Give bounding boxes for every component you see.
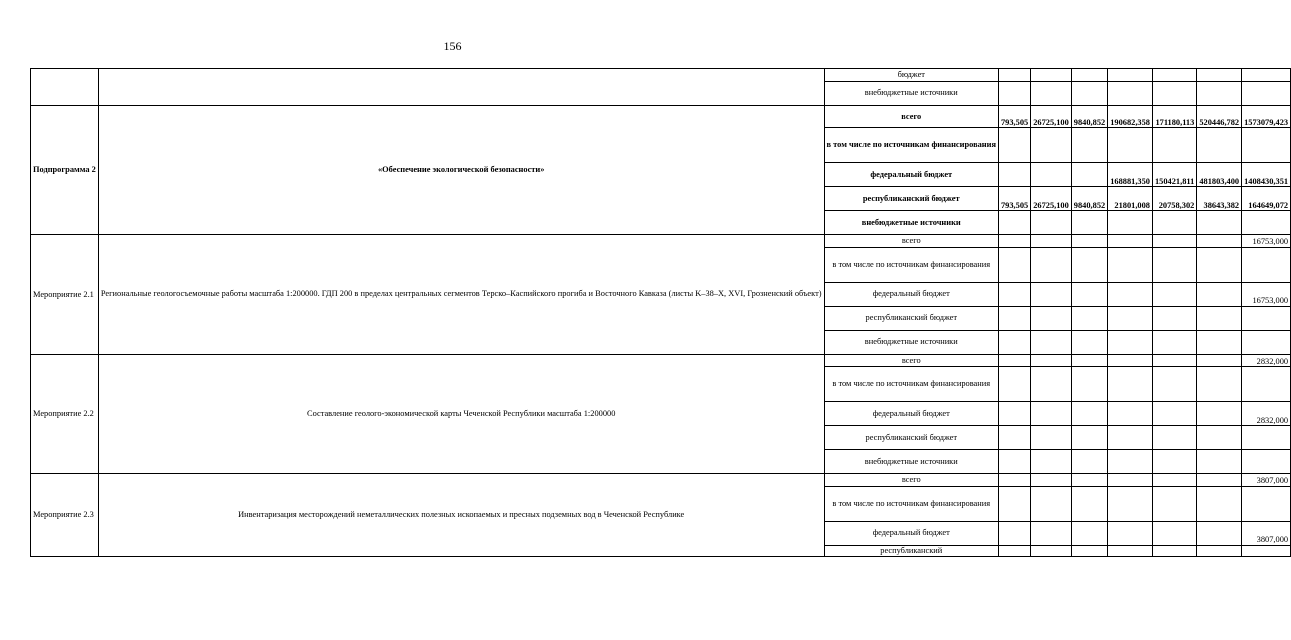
amount-cell (1031, 330, 1072, 354)
amount-cell (998, 306, 1030, 330)
amount-cell (1197, 354, 1242, 367)
amount-cell (1071, 81, 1107, 105)
amount-cell (1152, 69, 1196, 82)
amount-cell (1242, 330, 1291, 354)
amount-cell (998, 330, 1030, 354)
amount-cell (998, 474, 1030, 487)
amount-cell: 171180,113 (1152, 105, 1196, 128)
amount-cell (1108, 402, 1153, 426)
amount-cell (998, 282, 1030, 306)
amount-cell (1031, 354, 1072, 367)
amount-cell (1197, 474, 1242, 487)
amount-cell (998, 81, 1030, 105)
amount-cell (1242, 69, 1291, 82)
amount-cell: 168881,350 (1108, 163, 1153, 187)
amount-cell (1108, 69, 1153, 82)
amount-cell (998, 426, 1030, 450)
amount-cell (1152, 367, 1196, 402)
amount-cell (1108, 354, 1153, 367)
amount-cell (998, 486, 1030, 521)
amount-cell (1108, 330, 1153, 354)
amount-cell (1031, 211, 1072, 235)
amount-cell (998, 367, 1030, 402)
source-cell: внебюджетные источники (824, 330, 998, 354)
amount-cell (1108, 81, 1153, 105)
measure-description-2: Составление геолого-экономической карты Чеченской Республики масштаба 1:200000 (98, 354, 824, 474)
amount-cell: 3807,000 (1242, 521, 1291, 545)
amount-cell (1242, 306, 1291, 330)
amount-cell (1242, 367, 1291, 402)
amount-cell (1031, 306, 1072, 330)
amount-cell (1108, 486, 1153, 521)
amount-cell: 38643,382 (1197, 187, 1242, 211)
amount-cell (1031, 163, 1072, 187)
amount-cell (1071, 247, 1107, 282)
amount-cell (1031, 486, 1072, 521)
amount-cell (1108, 474, 1153, 487)
amount-cell: 1573079,423 (1242, 105, 1291, 128)
amount-cell (1197, 402, 1242, 426)
table-row (31, 105, 1291, 128)
amount-cell (1152, 486, 1196, 521)
table-row (31, 69, 1291, 82)
source-cell: всего (824, 354, 998, 367)
source-cell: внебюджетные источники (824, 450, 998, 474)
amount-cell (1031, 81, 1072, 105)
amount-cell (1197, 486, 1242, 521)
source-cell: в том числе по источникам финансирования (824, 486, 998, 521)
amount-cell (1031, 247, 1072, 282)
amount-cell: 9840,852 (1071, 105, 1107, 128)
amount-cell (998, 69, 1030, 82)
amount-cell (1152, 330, 1196, 354)
amount-cell (1197, 426, 1242, 450)
amount-cell: 16753,000 (1242, 235, 1291, 248)
amount-cell: 793,505 (998, 187, 1030, 211)
amount-cell (1108, 545, 1153, 556)
amount-cell: 26725,100 (1031, 105, 1072, 128)
amount-cell (1071, 450, 1107, 474)
subprogram-name: «Обеспечение экологической безопасности» (98, 105, 824, 235)
amount-cell (1242, 81, 1291, 105)
amount-cell (1071, 545, 1107, 556)
amount-cell (1197, 69, 1242, 82)
amount-cell (1197, 367, 1242, 402)
measure-label-1: Мероприятие 2.1 (31, 235, 99, 355)
amount-cell (1197, 521, 1242, 545)
amount-cell (1197, 545, 1242, 556)
amount-cell (998, 402, 1030, 426)
measure-description-1: Региональные геологосъемочные работы масштаба 1:200000. ГДП 200 в пределах центральных сегментов Терско–Каспийского прогиба и Восточного Кавказа (листы K–38–X, XVI, Грозненский объект) (98, 235, 824, 355)
source-cell: федеральный бюджет (824, 402, 998, 426)
amount-cell (1108, 235, 1153, 248)
amount-cell: 793,505 (998, 105, 1030, 128)
amount-cell (1242, 211, 1291, 235)
amount-cell (1108, 306, 1153, 330)
amount-cell (1152, 402, 1196, 426)
amount-cell: 9840,852 (1071, 187, 1107, 211)
table-row (31, 354, 1291, 367)
amount-cell (1071, 163, 1107, 187)
amount-cell: 190682,358 (1108, 105, 1153, 128)
amount-cell (998, 521, 1030, 545)
source-cell: федеральный бюджет (824, 163, 998, 187)
amount-cell (1152, 306, 1196, 330)
source-cell: республиканский бюджет (824, 187, 998, 211)
amount-cell (1242, 426, 1291, 450)
amount-cell (998, 247, 1030, 282)
amount-cell (1071, 282, 1107, 306)
amount-cell: 21801,008 (1108, 187, 1153, 211)
amount-cell (1071, 354, 1107, 367)
table-row (31, 474, 1291, 487)
amount-cell (998, 354, 1030, 367)
source-cell: бюджет (824, 69, 998, 82)
amount-cell (1071, 235, 1107, 248)
subprogram-label: Подпрограмма 2 (31, 105, 99, 235)
amount-cell (1108, 521, 1153, 545)
amount-cell (1071, 367, 1107, 402)
amount-cell (1108, 367, 1153, 402)
amount-cell: 20758,302 (1152, 187, 1196, 211)
source-cell: всего (824, 235, 998, 248)
amount-cell (1108, 426, 1153, 450)
amount-cell (1031, 402, 1072, 426)
amount-cell (1031, 521, 1072, 545)
financing-table (30, 68, 1291, 557)
amount-cell (1031, 282, 1072, 306)
amount-cell (1071, 402, 1107, 426)
amount-cell (1071, 306, 1107, 330)
amount-cell: 2832,000 (1242, 354, 1291, 367)
amount-cell (1152, 521, 1196, 545)
amount-cell (1197, 128, 1242, 163)
measure-label-2: Мероприятие 2.2 (31, 354, 99, 474)
amount-cell (1197, 450, 1242, 474)
source-cell: в том числе по источникам финансирования (824, 367, 998, 402)
amount-cell (1071, 211, 1107, 235)
amount-cell: 164649,072 (1242, 187, 1291, 211)
amount-cell (1242, 450, 1291, 474)
amount-cell (1071, 330, 1107, 354)
amount-cell (1108, 128, 1153, 163)
table-row (31, 235, 1291, 248)
amount-cell (1071, 128, 1107, 163)
amount-cell (1108, 247, 1153, 282)
program-label-cell (31, 69, 99, 106)
measure-description-3: Инвентаризация месторождений неметаллических полезных ископаемых и пресных подземных вод в Чеченской Республике (98, 474, 824, 557)
amount-cell (1031, 128, 1072, 163)
amount-cell (1152, 247, 1196, 282)
amount-cell (998, 128, 1030, 163)
source-cell: республиканский бюджет (824, 426, 998, 450)
amount-cell (1152, 426, 1196, 450)
amount-cell (998, 450, 1030, 474)
measure-label-3: Мероприятие 2.3 (31, 474, 99, 557)
amount-cell (1197, 306, 1242, 330)
amount-cell (1197, 81, 1242, 105)
amount-cell (1197, 282, 1242, 306)
amount-cell: 3807,000 (1242, 474, 1291, 487)
amount-cell (998, 211, 1030, 235)
source-cell: внебюджетные источники (824, 81, 998, 105)
source-cell: в том числе по источникам финансирования (824, 247, 998, 282)
amount-cell (1197, 247, 1242, 282)
amount-cell: 150421,811 (1152, 163, 1196, 187)
amount-cell (1152, 282, 1196, 306)
amount-cell (1152, 545, 1196, 556)
amount-cell (1197, 330, 1242, 354)
amount-cell: 481803,400 (1197, 163, 1242, 187)
amount-cell (1152, 128, 1196, 163)
source-cell: республиканский бюджет (824, 306, 998, 330)
amount-cell (1152, 474, 1196, 487)
amount-cell (1108, 211, 1153, 235)
amount-cell (1031, 450, 1072, 474)
amount-cell (1071, 69, 1107, 82)
program-description-cell (98, 69, 824, 106)
amount-cell (1031, 235, 1072, 248)
amount-cell (998, 545, 1030, 556)
source-cell: в том числе по источникам финансирования (824, 128, 998, 163)
amount-cell (1242, 486, 1291, 521)
amount-cell (1031, 474, 1072, 487)
amount-cell (1031, 426, 1072, 450)
amount-cell (1071, 426, 1107, 450)
amount-cell: 520446,782 (1197, 105, 1242, 128)
amount-cell (1152, 81, 1196, 105)
source-cell: республиканский (824, 545, 998, 556)
amount-cell (1197, 211, 1242, 235)
page-number: 156 (443, 39, 462, 53)
amount-cell (1031, 545, 1072, 556)
amount-cell (1152, 450, 1196, 474)
amount-cell (998, 235, 1030, 248)
source-cell: внебюджетные источники (824, 211, 998, 235)
amount-cell (1108, 450, 1153, 474)
amount-cell (998, 163, 1030, 187)
amount-cell: 1408430,351 (1242, 163, 1291, 187)
amount-cell (1031, 367, 1072, 402)
amount-cell (1152, 211, 1196, 235)
amount-cell (1152, 354, 1196, 367)
source-cell: всего (824, 474, 998, 487)
amount-cell (1108, 282, 1153, 306)
amount-cell (1242, 247, 1291, 282)
amount-cell (1031, 69, 1072, 82)
amount-cell (1071, 521, 1107, 545)
amount-cell: 16753,000 (1242, 282, 1291, 306)
source-cell: всего (824, 105, 998, 128)
amount-cell (1242, 545, 1291, 556)
amount-cell: 26725,100 (1031, 187, 1072, 211)
source-cell: федеральный бюджет (824, 521, 998, 545)
amount-cell (1152, 235, 1196, 248)
amount-cell: 2832,000 (1242, 402, 1291, 426)
amount-cell (1197, 235, 1242, 248)
source-cell: федеральный бюджет (824, 282, 998, 306)
amount-cell (1071, 474, 1107, 487)
amount-cell (1071, 486, 1107, 521)
amount-cell (1242, 128, 1291, 163)
